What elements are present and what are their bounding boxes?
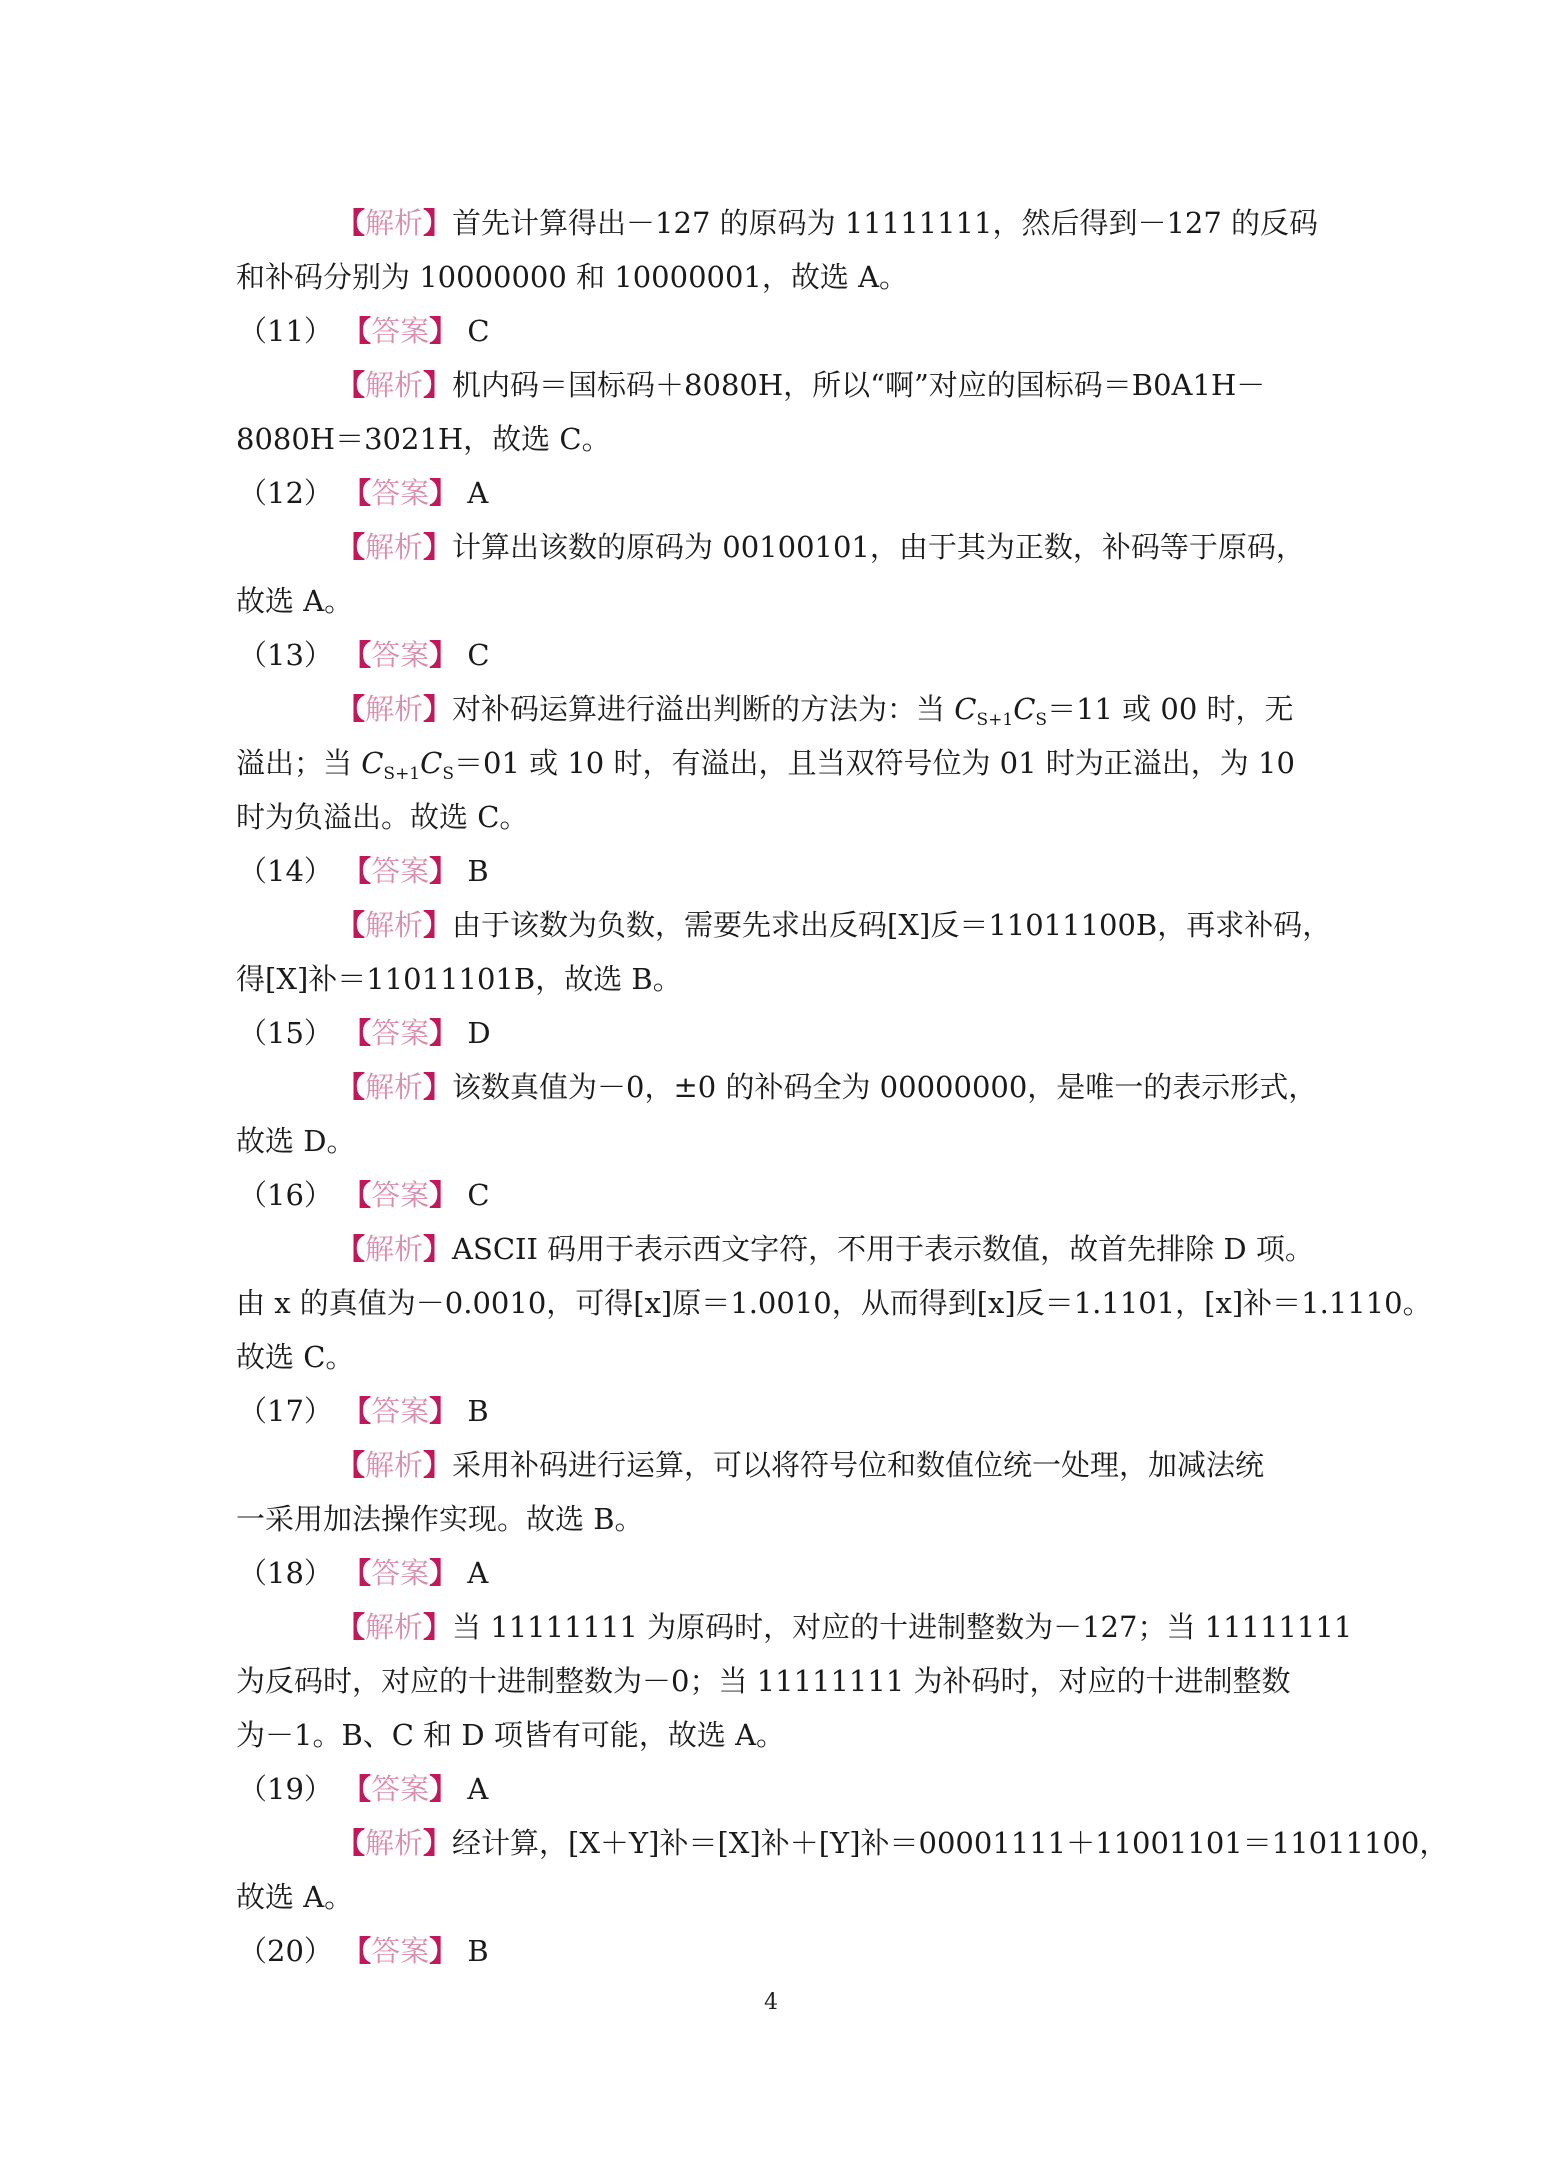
answer-label: 【答案】 — [342, 1016, 459, 1050]
question-number: （11） — [238, 314, 333, 348]
answer-line — [236, 1762, 1316, 1816]
analysis-text: 溢出；当 $C_{S+1}C_S=01$ 或 10 时，有溢出，且当双符号位为 01 时为正溢出，为 10 — [236, 746, 1295, 784]
analysis-label: 【解析】 — [336, 1610, 453, 1644]
analysis-text: 首先计算得出－127 的原码为 11111111，然后得到－127 的反码 — [452, 206, 1319, 240]
analysis-continuation — [236, 1330, 1316, 1384]
analysis-continuation — [236, 250, 1316, 304]
analysis-label: 【解析】 — [336, 908, 453, 942]
analysis-line — [236, 1438, 1316, 1492]
answer-line — [236, 628, 1316, 682]
analysis-text: 对补码运算进行溢出判断的方法为：当 $C_{S+1}C_S=11$ 或 00 时，无 — [452, 692, 1294, 730]
answer-letter: A — [458, 1772, 489, 1806]
answer-letter: B — [458, 1934, 489, 1968]
analysis-label: 【解析】 — [336, 206, 453, 240]
analysis-continuation — [236, 1654, 1316, 1708]
analysis-label: 【解析】 — [336, 530, 453, 564]
analysis-label: 【解析】 — [336, 1232, 453, 1266]
answer-letter: C — [458, 314, 490, 348]
question-number: （12） — [238, 476, 333, 510]
analysis-text: 由 x 的真值为－0.0010，可得[x]原＝1.0010，从而得到[x]反＝1.1101，[x]补＝1.1110。 — [236, 1286, 1432, 1320]
answer-letter: B — [458, 1394, 489, 1428]
analysis-line — [236, 1222, 1316, 1276]
analysis-line — [236, 898, 1332, 952]
analysis-continuation — [236, 790, 1316, 844]
analysis-line — [236, 1060, 1316, 1114]
answer-label: 【答案】 — [342, 1178, 459, 1212]
question-number: （18） — [238, 1556, 333, 1590]
analysis-text: 和补码分别为 10000000 和 10000001，故选 A。 — [236, 260, 909, 294]
analysis-text: 当 11111111 为原码时，对应的十进制整数为－127；当 11111111 — [452, 1610, 1353, 1644]
analysis-text: ASCII 码用于表示西文字符，不用于表示数值，故首先排除 D 项。 — [452, 1232, 1314, 1266]
analysis-line — [236, 358, 1316, 412]
answer-letter: C — [458, 1178, 490, 1212]
analysis-line — [236, 1600, 1353, 1654]
analysis-line — [236, 1816, 1449, 1870]
analysis-continuation — [236, 1276, 1432, 1330]
question-number: （13） — [238, 638, 333, 672]
analysis-label: 【解析】 — [336, 1448, 453, 1482]
analysis-text: 为反码时，对应的十进制整数为－0；当 11111111 为补码时，对应的十进制整数 — [236, 1664, 1291, 1698]
question-number: （17） — [238, 1394, 333, 1428]
analysis-continuation — [236, 952, 1316, 1006]
answer-letter: C — [458, 638, 490, 672]
answer-letter: B — [458, 854, 489, 888]
analysis-text: 故选 A。 — [236, 1880, 354, 1914]
answer-letter: A — [458, 476, 489, 510]
analysis-label: 【解析】 — [336, 1826, 453, 1860]
question-number: （15） — [238, 1016, 333, 1050]
analysis-line — [236, 520, 1316, 574]
analysis-continuation — [236, 1708, 1316, 1762]
answer-label: 【答案】 — [342, 1934, 459, 1968]
answer-line — [236, 844, 1316, 898]
analysis-line — [236, 682, 1316, 736]
analysis-text: 经计算，[X＋Y]补＝[X]补＋[Y]补＝00001111＋11001101＝11011100， — [452, 1826, 1449, 1860]
answer-label: 【答案】 — [342, 854, 459, 888]
analysis-continuation — [236, 1492, 1316, 1546]
answer-label: 【答案】 — [342, 314, 459, 348]
answer-line — [236, 1384, 1316, 1438]
answer-label: 【答案】 — [342, 638, 459, 672]
answer-label: 【答案】 — [342, 1772, 459, 1806]
question-number: （14） — [238, 854, 333, 888]
page-number: 4 — [764, 1990, 778, 2015]
answer-letter: A — [458, 1556, 489, 1590]
analysis-line — [236, 196, 1319, 250]
analysis-text: 由于该数为负数，需要先求出反码[X]反＝11011100B，再求补码， — [452, 908, 1332, 942]
analysis-continuation — [236, 736, 1316, 790]
analysis-text: 得[X]补＝11011101B，故选 B。 — [236, 962, 682, 996]
analysis-text: 故选 D。 — [236, 1124, 356, 1158]
analysis-label: 【解析】 — [336, 368, 453, 402]
question-number: （19） — [238, 1772, 333, 1806]
analysis-text: 故选 C。 — [236, 1340, 355, 1374]
answer-line — [236, 1168, 1316, 1222]
analysis-text: 8080H＝3021H，故选 C。 — [236, 422, 611, 456]
analysis-continuation — [236, 412, 1316, 466]
answer-line — [236, 1546, 1316, 1600]
analysis-continuation — [236, 1114, 1316, 1168]
analysis-continuation — [236, 574, 1316, 628]
analysis-text: 一采用加法操作实现。故选 B。 — [236, 1502, 644, 1536]
analysis-text: 为－1。B、C 和 D 项皆有可能，故选 A。 — [236, 1718, 786, 1752]
answer-line — [236, 1006, 1316, 1060]
answer-line — [236, 466, 1316, 520]
question-number: （20） — [238, 1934, 333, 1968]
analysis-label: 【解析】 — [336, 1070, 453, 1104]
answer-label: 【答案】 — [342, 476, 459, 510]
analysis-continuation — [236, 1870, 1316, 1924]
answer-line — [236, 304, 1316, 358]
analysis-text: 计算出该数的原码为 00100101，由于其为正数，补码等于原码， — [452, 530, 1305, 564]
analysis-text: 时为负溢出。故选 C。 — [236, 800, 529, 834]
answer-label: 【答案】 — [342, 1394, 459, 1428]
answer-analysis-section — [236, 196, 1449, 1978]
analysis-label: 【解析】 — [336, 692, 453, 726]
answer-letter: D — [458, 1016, 491, 1050]
analysis-text: 故选 A。 — [236, 584, 354, 618]
answer-line — [236, 1924, 1316, 1978]
answer-label: 【答案】 — [342, 1556, 459, 1590]
analysis-text: 采用补码进行运算，可以将符号位和数值位统一处理，加减法统 — [452, 1448, 1265, 1482]
question-number: （16） — [238, 1178, 333, 1212]
analysis-text: 该数真值为－0，±0 的补码全为 00000000，是唯一的表示形式， — [452, 1070, 1318, 1104]
analysis-text: 机内码＝国标码＋8080H，所以“啊”对应的国标码＝B0A1H－ — [452, 368, 1266, 402]
